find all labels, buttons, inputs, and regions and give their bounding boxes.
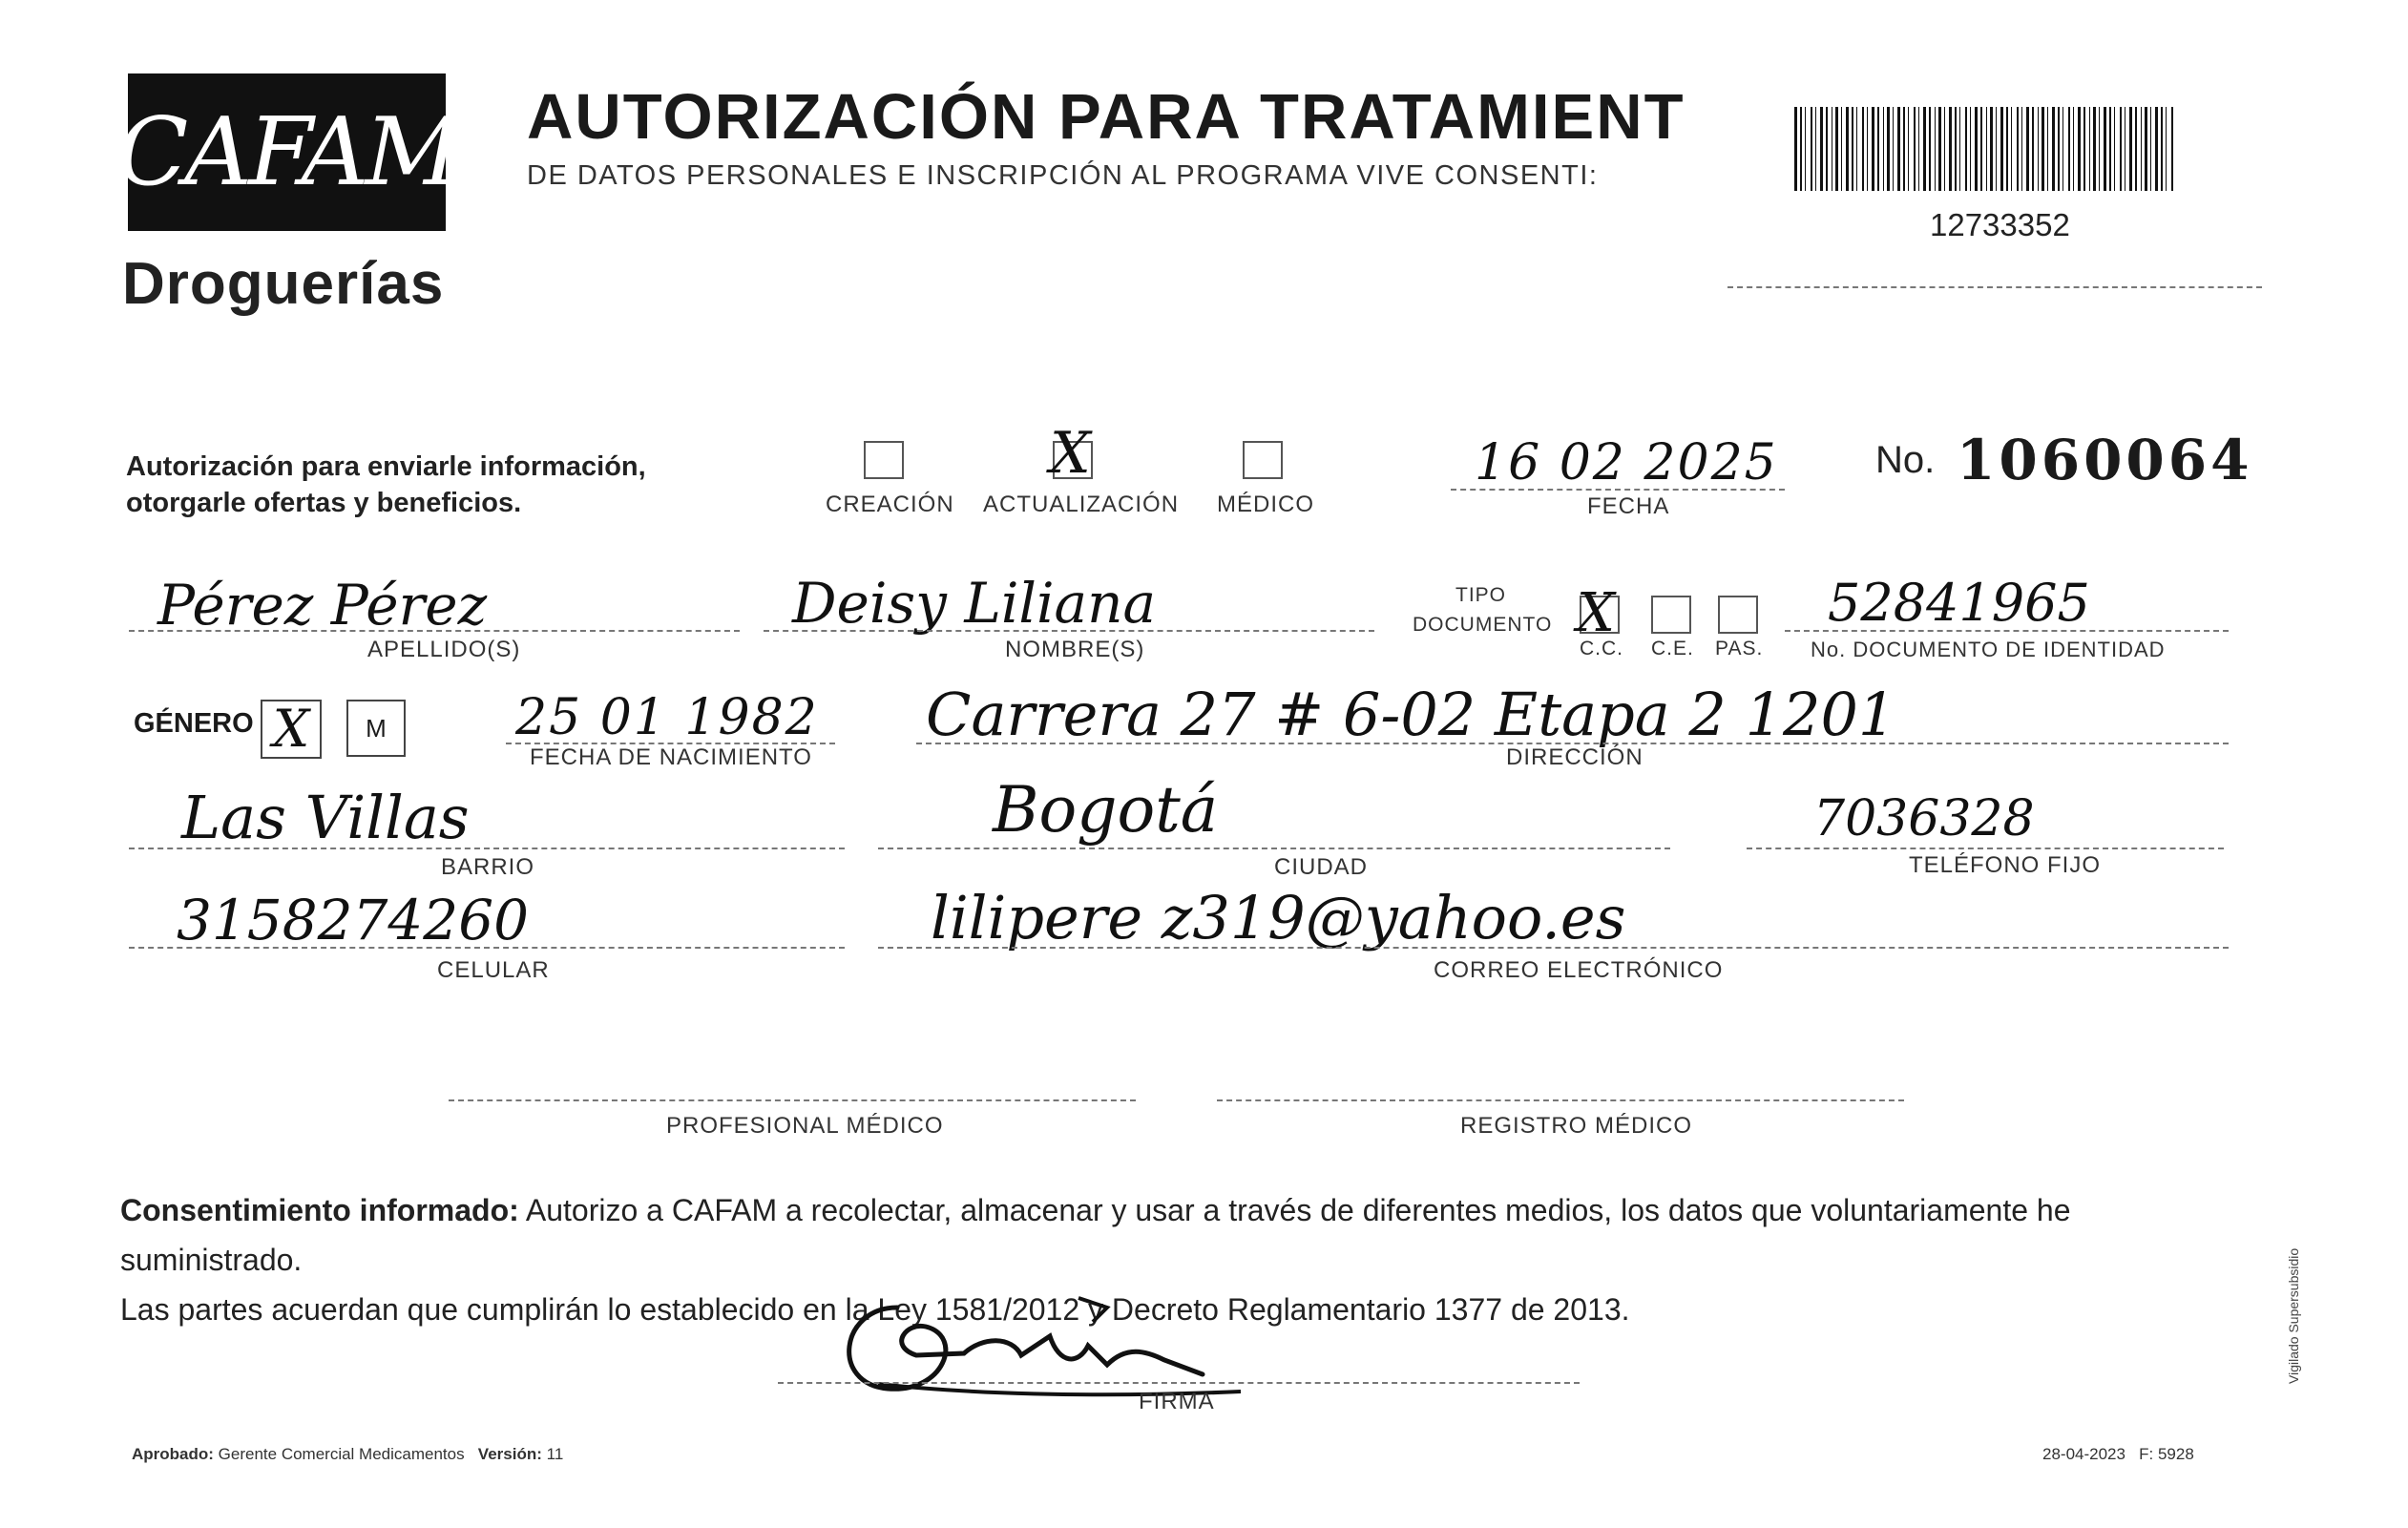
- nombres-label: NOMBRE(S): [1005, 637, 1145, 662]
- barcode-bar: [1923, 107, 1926, 191]
- barcode-bar: [2000, 107, 2003, 191]
- barcode-bar: [1820, 107, 1823, 191]
- barcode-bar: [1815, 107, 1816, 191]
- barcode-bar: [1908, 107, 1909, 191]
- barcode-bar: [2161, 107, 2163, 191]
- consent-line-2: Las partes acuerdan que cumplirán lo establecido en la Ley 1581/2012 y Decreto Reglamentario 1377 de 2013.: [120, 1292, 1630, 1327]
- nombres-value[interactable]: Deisy Liliana: [792, 571, 1157, 636]
- label-genero-m: M: [366, 713, 387, 743]
- intro-line-1: Autorización para enviarle información,: [126, 451, 646, 482]
- registro-label: REGISTRO MÉDICO: [1460, 1113, 1693, 1139]
- barcode-bar: [1794, 107, 1797, 191]
- barcode-bar: [1877, 107, 1879, 191]
- documento-label: No. DOCUMENTO DE IDENTIDAD: [1811, 638, 2166, 661]
- barcode-bar: [2135, 107, 2137, 191]
- barcode-bar: [1918, 107, 1919, 191]
- intro-line-2: otorgarle ofertas y beneficios.: [126, 488, 522, 518]
- barcode-bar: [2099, 107, 2100, 191]
- footer-codes: [2042, 1445, 2194, 1464]
- barrio-value[interactable]: Las Villas: [181, 783, 470, 852]
- barcode-bar: [1965, 107, 1967, 191]
- signature-label: FIRMA: [1139, 1389, 1215, 1414]
- barcode-bar: [2129, 107, 2132, 191]
- barcode-bar: [2047, 107, 2048, 191]
- barcode-bar: [2017, 107, 2019, 191]
- label-ce: C.E.: [1651, 638, 1694, 659]
- apellidos-label: APELLIDO(S): [367, 637, 521, 662]
- barcode-bar: [1852, 107, 1853, 191]
- barcode-bar: [1846, 107, 1849, 191]
- celular-value[interactable]: 3158274260: [177, 888, 530, 952]
- barcode-bar: [1955, 107, 1957, 191]
- checkbox-ce[interactable]: [1651, 596, 1691, 634]
- barcode-bar: [1887, 107, 1890, 191]
- tipo-label-2: DOCUMENTO: [1413, 614, 1553, 636]
- direccion-value[interactable]: Carrera 27 # 6-02 Etapa 2 1201: [926, 680, 1896, 749]
- version-value: 11: [546, 1445, 564, 1463]
- fecha-label: FECHA: [1587, 493, 1670, 519]
- barcode-bar: [1841, 107, 1842, 191]
- barcode-bar: [2145, 107, 2147, 191]
- barcode-bar: [1805, 107, 1806, 191]
- barrio-label: BARRIO: [441, 854, 535, 880]
- barcode-bar: [1872, 107, 1874, 191]
- profesional-line: [449, 1099, 1136, 1101]
- documento-line: [1785, 630, 2229, 632]
- footer-aprobado: [132, 1445, 563, 1464]
- barcode-bar: [1929, 107, 1931, 191]
- nombres-line: [764, 630, 1374, 632]
- consent-line-1: [120, 1185, 2249, 1285]
- ciudad-value[interactable]: Bogotá: [993, 773, 1219, 847]
- cafam-logo: [116, 73, 457, 231]
- barcode-bar: [2166, 107, 2167, 191]
- barcode-bar: [1975, 107, 1978, 191]
- header-divider: [1727, 286, 2262, 288]
- telefono-line: [1747, 848, 2224, 849]
- barcode-bar: [1949, 107, 1952, 191]
- barcode-bar: [1867, 107, 1868, 191]
- documento-value[interactable]: 52841965: [1828, 573, 2090, 633]
- barcode-bar: [2011, 107, 2012, 191]
- form-code: F: 5928: [2139, 1445, 2194, 1463]
- correo-label: CORREO ELECTRÓNICO: [1434, 957, 1724, 983]
- profesional-label: PROFESIONAL MÉDICO: [666, 1113, 944, 1139]
- barcode-bar: [2073, 107, 2074, 191]
- checkbox-pas[interactable]: [1718, 596, 1758, 634]
- barcode-bar: [2155, 107, 2158, 191]
- checkbox-creacion[interactable]: [864, 441, 904, 479]
- mark-actualizacion: X: [1050, 420, 1091, 487]
- apellidos-line: [129, 630, 740, 632]
- barcode-bar: [2114, 107, 2115, 191]
- barcode-bar: [2032, 107, 2034, 191]
- checkbox-genero-f[interactable]: [261, 700, 322, 759]
- label-actualizacion: ACTUALIZACIÓN: [983, 492, 1180, 517]
- barcode-bar: [1914, 107, 1916, 191]
- checkbox-medico[interactable]: [1243, 441, 1283, 479]
- mark-cc: X: [1577, 582, 1615, 644]
- celular-label: CELULAR: [437, 957, 550, 983]
- form-title: AUTORIZACIÓN PARA TRATAMIENT: [527, 81, 1686, 153]
- form-subtitle: DE DATOS PERSONALES E INSCRIPCIÓN AL PROGRAMA VIVE CONSENTI:: [527, 160, 1599, 191]
- consent-heading: Consentimiento informado:: [120, 1193, 519, 1227]
- barcode-bar: [1800, 107, 1802, 191]
- barcode-bar: [1862, 107, 1864, 191]
- side-text: Vigilado Supersubsidio: [2286, 1247, 2301, 1384]
- barcode-bar: [2089, 107, 2090, 191]
- barcode-bar: [1980, 107, 1982, 191]
- label-pas: PAS.: [1715, 638, 1764, 659]
- barcode-bar: [2052, 107, 2055, 191]
- barcode-bar: [2120, 107, 2122, 191]
- aprobado-label: Aprobado:: [132, 1445, 214, 1463]
- barcode-bar: [1835, 107, 1838, 191]
- registro-line: [1217, 1099, 1904, 1101]
- intro-text: [126, 449, 646, 521]
- nacimiento-label: FECHA DE NACIMIENTO: [530, 744, 812, 770]
- barcode-bar: [1883, 107, 1884, 191]
- barcode-bar: [1811, 107, 1812, 191]
- barcode-bar: [2104, 107, 2106, 191]
- logo-text: CAFAM: [116, 97, 457, 207]
- barcode-bar: [1938, 107, 1941, 191]
- barcode-bar: [2006, 107, 2008, 191]
- barcode-bar: [2042, 107, 2044, 191]
- barcode-bar: [2171, 107, 2173, 191]
- signature-line: [778, 1382, 1580, 1384]
- label-medico: MÉDICO: [1217, 492, 1314, 517]
- celular-line: [129, 947, 845, 949]
- genero-label: GÉNERO: [134, 708, 254, 739]
- barcode-bar: [1990, 107, 1993, 191]
- barcode-bar: [2068, 107, 2070, 191]
- barcode-bar: [2150, 107, 2151, 191]
- barcode-bar: [1970, 107, 1971, 191]
- consent-text-1: Autorizo a CAFAM a recolectar, almacenar y usar a través de diferentes medios, los datos que voluntariamente he suministrado.: [120, 1193, 2071, 1277]
- fecha-value[interactable]: 16 02 2025: [1475, 434, 1778, 492]
- direccion-label: DIRECCIÓN: [1506, 744, 1644, 770]
- tipo-label-1: TIPO: [1455, 584, 1507, 606]
- barcode-bar: [1986, 107, 1987, 191]
- barcode-bar: [2078, 107, 2081, 191]
- barcode-bar: [1856, 107, 1857, 191]
- apellidos-value[interactable]: Pérez Pérez: [157, 573, 488, 638]
- barcode-number: 12733352: [1930, 207, 2070, 242]
- barcode-bar: [1826, 107, 1828, 191]
- nacimiento-value[interactable]: 25 01 1982: [515, 689, 819, 746]
- mark-genero-f: X: [272, 699, 310, 759]
- barcode-bar: [2038, 107, 2039, 191]
- telefono-label: TELÉFONO FIJO: [1909, 852, 2102, 878]
- fecha-line: [1451, 489, 1785, 491]
- ciudad-line: [878, 848, 1670, 849]
- barcode-bar: [1944, 107, 1945, 191]
- version-label: Versión:: [477, 1445, 542, 1463]
- barcode-bar: [1897, 107, 1900, 191]
- aprobado-value: Gerente Comercial Medicamentos: [218, 1445, 465, 1463]
- date-code: 28-04-2023: [2042, 1445, 2125, 1463]
- barcode-bar: [1893, 107, 1894, 191]
- logo-subtitle: Droguerías: [122, 251, 445, 317]
- label-creacion: CREACIÓN: [826, 492, 954, 517]
- barcode-bar: [1935, 107, 1936, 191]
- form-number-value: 1060064: [1957, 428, 2253, 492]
- barcode-bar: [2058, 107, 2060, 191]
- barcode-bar: [2021, 107, 2022, 191]
- ciudad-label: CIUDAD: [1274, 854, 1369, 880]
- form-number-label: No.: [1875, 439, 1936, 481]
- barcode-bar: [2093, 107, 2096, 191]
- barcode-bar: [1959, 107, 1960, 191]
- barcode: [1794, 107, 2176, 191]
- barcode-bar: [2083, 107, 2085, 191]
- barcode-bar: [2026, 107, 2029, 191]
- label-cc: C.C.: [1580, 638, 1623, 659]
- barcode-bar: [1996, 107, 1997, 191]
- correo-line: [878, 947, 2229, 949]
- barrio-line: [129, 848, 845, 849]
- barcode-bar: [2141, 107, 2142, 191]
- correo-value[interactable]: lilipere z319@yahoo.es: [931, 883, 1626, 952]
- telefono-value[interactable]: 7036328: [1813, 790, 2035, 848]
- barcode-bar: [2109, 107, 2111, 191]
- checkbox-genero-m[interactable]: [346, 700, 406, 757]
- barcode-bar: [1903, 107, 1905, 191]
